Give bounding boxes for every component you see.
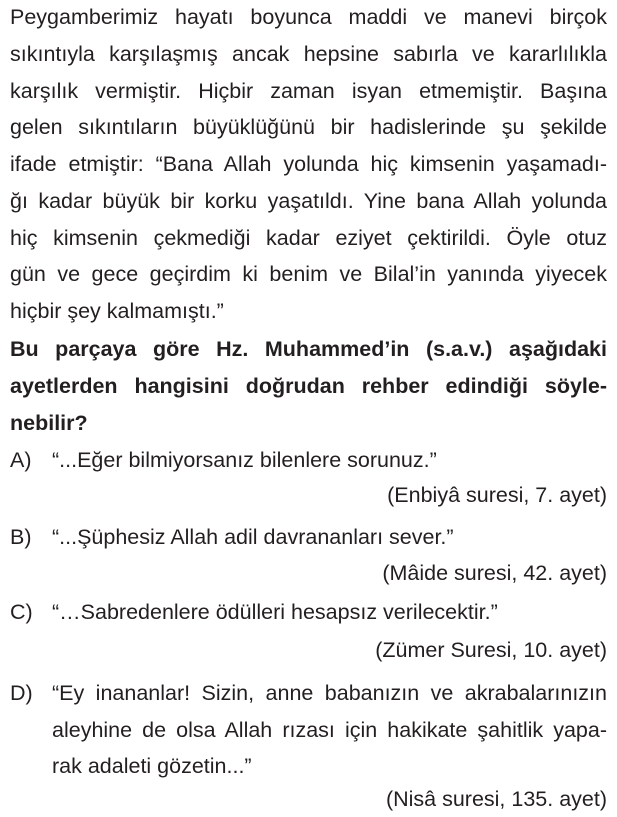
option-source: (Mâide suresi, 42. ayet) bbox=[382, 561, 607, 585]
passage-line: karşılık vermiştir. Hiçbir zaman isyan etmemiştir. Başına bbox=[10, 79, 607, 103]
option-source: (Zümer Suresi, 10. ayet) bbox=[375, 638, 607, 662]
passage-line: gelen sıkıntıların büyüklüğünü bir hadislerinde şu şekilde bbox=[10, 115, 607, 139]
option-letter: A) bbox=[10, 448, 32, 472]
option-text: “...Eğer bilmiyorsanız bilenlere sorunuz.” bbox=[52, 448, 437, 472]
option-text: “...Şüphesiz Allah adil davrananları sever.” bbox=[52, 525, 454, 549]
option-source: (Nisâ suresi, 135. ayet) bbox=[385, 787, 607, 811]
passage-line: hiç kimsenin çekmediği kadar eziyet çektirildi. Öyle otuz bbox=[10, 226, 607, 250]
passage-line: sıkıntıyla karşılaşmış ancak hepsine sabırla ve kararlılıkla bbox=[10, 42, 607, 66]
question-line: nebilir? bbox=[10, 411, 88, 435]
passage-line: Peygamberimiz hayatı boyunca maddi ve manevi birçok bbox=[10, 5, 607, 29]
option-letter: B) bbox=[10, 525, 32, 549]
option-text: “Ey inananlar! Sizin, anne babanızın ve akrabalarınızın bbox=[52, 681, 607, 705]
passage-line: ifade etmiştir: “Bana Allah yolunda hiç kimsenin yaşamadı- bbox=[10, 152, 607, 176]
option-source: (Enbiyâ suresi, 7. ayet) bbox=[387, 483, 607, 507]
option-text: “…Sabredenlere ödülleri hesapsız verilecektir.” bbox=[52, 600, 498, 624]
question-line: Bu parçaya göre Hz. Muhammed’in (s.a.v.) aşağıdaki bbox=[10, 337, 607, 361]
passage-line: ğı kadar büyük bir korku yaşatıldı. Yine bana Allah yolunda bbox=[10, 189, 607, 213]
passage-line: gün ve gece geçirdim ki benim ve Bilal’in yanında yiyecek bbox=[10, 262, 607, 286]
option-text: rak adaleti gözetin...” bbox=[52, 754, 252, 778]
option-letter: C) bbox=[10, 600, 33, 624]
option-letter: D) bbox=[10, 681, 33, 705]
option-text: aleyhine de olsa Allah rızası için hakikate şahitlik yapa- bbox=[52, 718, 607, 742]
passage-line: hiçbir şey kalmamıştı.” bbox=[10, 299, 224, 323]
question-line: ayetlerden hangisini doğrudan rehber edindiği söyle- bbox=[10, 374, 607, 398]
